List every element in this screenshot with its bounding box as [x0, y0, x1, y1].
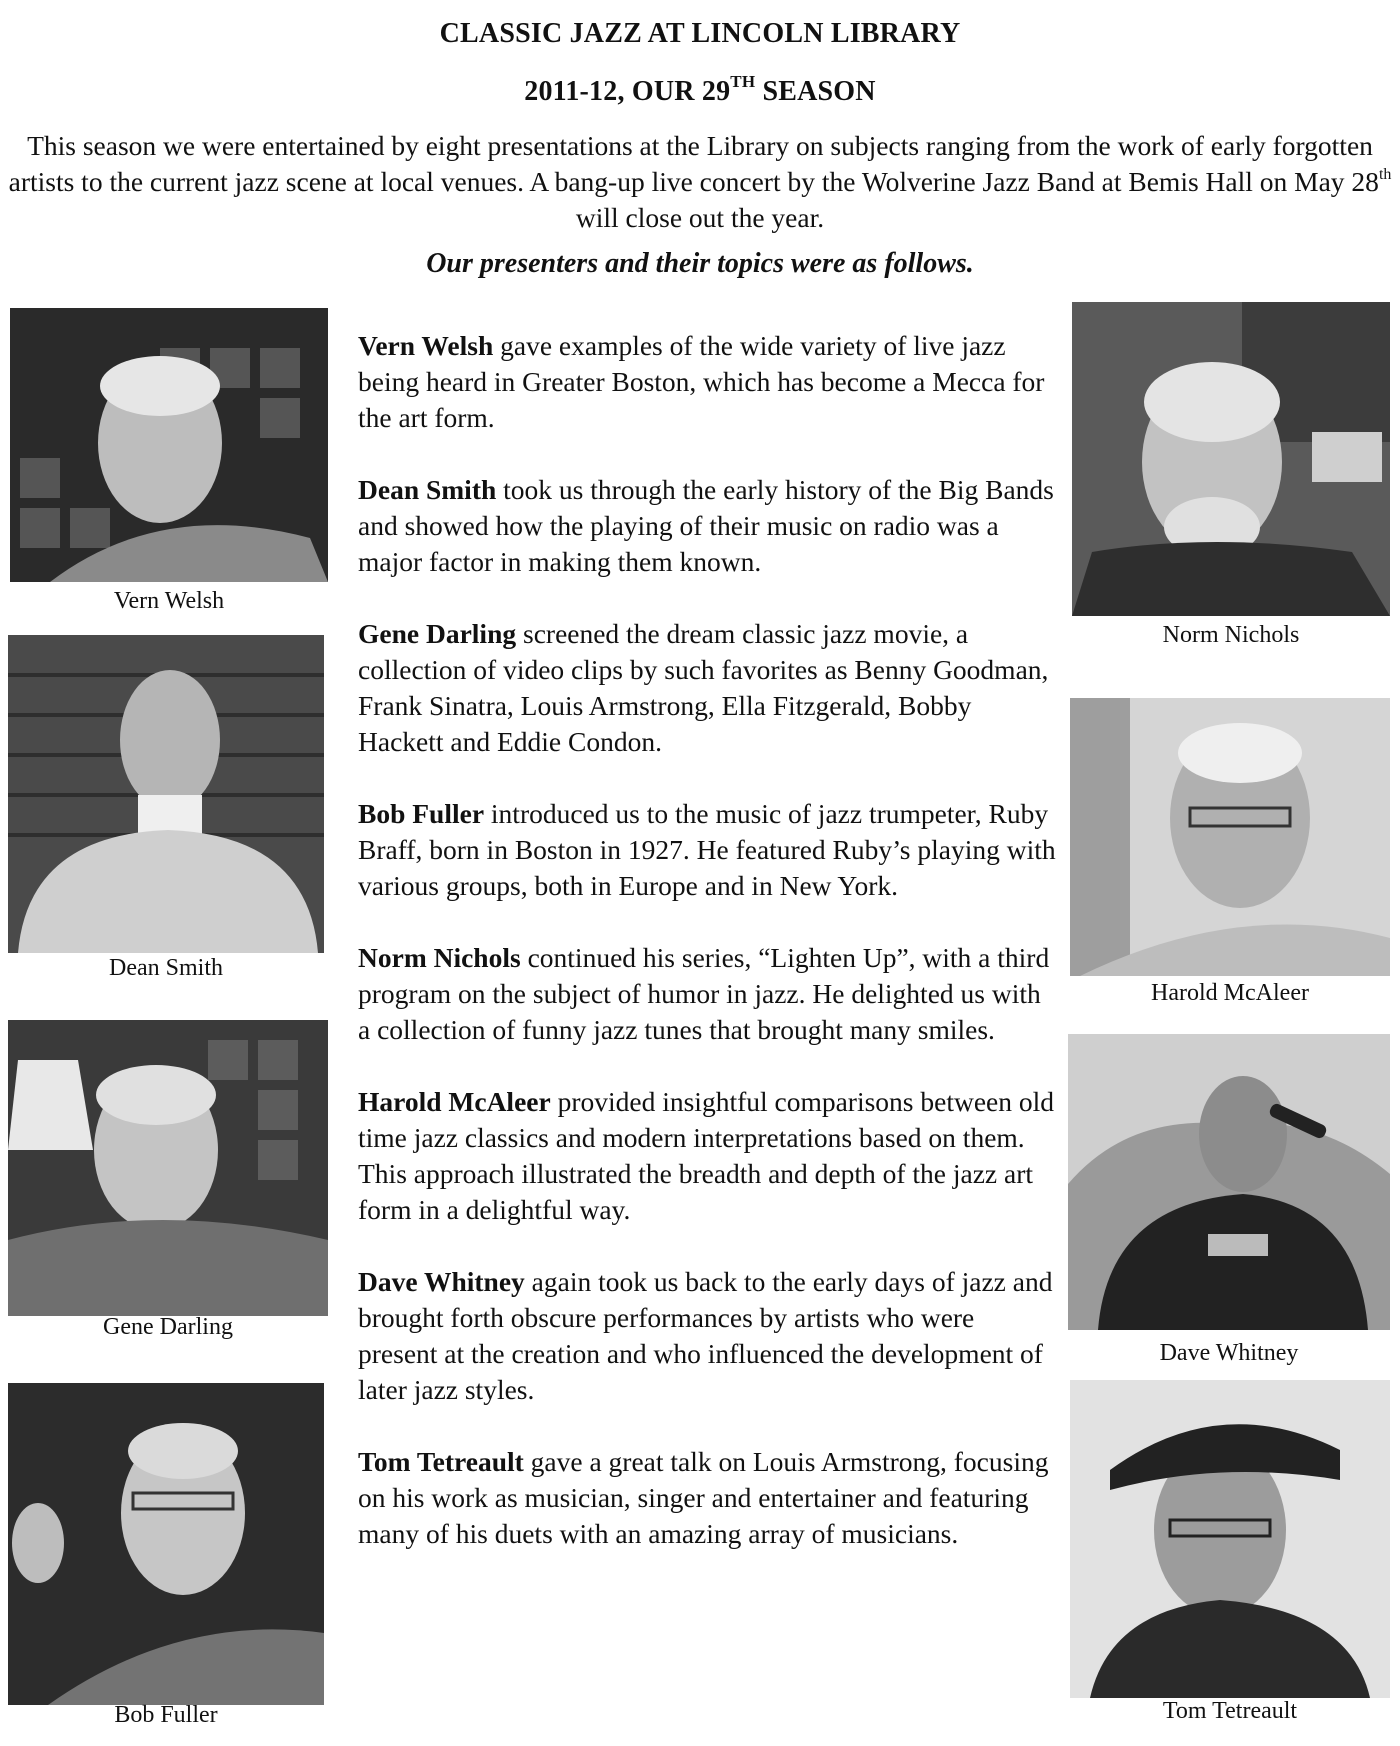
caption-vern-welsh: Vern Welsh: [113, 588, 225, 614]
portrait-image: [8, 1020, 328, 1316]
portrait-image: [10, 308, 328, 582]
bio-bob-fuller: [358, 796, 1058, 904]
page-title: CLASSIC JAZZ AT LINCOLN LIBRARY: [439, 18, 961, 49]
bio-name: Dave Whitney: [358, 1266, 525, 1297]
portrait-image: [1070, 698, 1390, 976]
photo-tom-tetreault: [1070, 1380, 1390, 1698]
bio-name: Vern Welsh: [358, 330, 494, 361]
season-prefix: 2011-12, OUR 29: [524, 76, 731, 107]
portrait-image: [8, 1383, 324, 1705]
caption-dave-whitney: Dave Whitney: [1159, 1340, 1299, 1366]
portrait-image: [1072, 302, 1390, 616]
bio-text: provided insightful comparisons between old time jazz classics and modern interpretations based on them. This approach illustrated the breadth and depth of the jazz art form in a delightful way.: [358, 1086, 1055, 1225]
bio-gene-darling: [358, 616, 1058, 760]
bio-dave-whitney: [358, 1264, 1058, 1408]
photo-gene-darling: [8, 1020, 328, 1316]
bio-name: Norm Nichols: [358, 942, 521, 973]
caption-gene-darling: Gene Darling: [103, 1314, 233, 1340]
bio-text: gave a great talk on Louis Armstrong, focusing on his work as musician, singer and entertainer and featuring many of his duets with an amazing array of musicians.: [358, 1446, 1049, 1549]
bio-text: again took us back to the early days of jazz and brought forth obscure performances by artists who were present at the creation and who influenced the development of later jazz styles.: [358, 1266, 1053, 1405]
season-title: [0, 72, 1400, 108]
bio-name: Harold McAleer: [358, 1086, 551, 1117]
bio-text: introduced us to the music of jazz trumpeter, Ruby Braff, born in Boston in 1927. He featured Ruby’s playing with various groups, both in Europe and in New York.: [358, 798, 1056, 901]
bio-text: screened the dream classic jazz movie, a collection of video clips by such favorites as Benny Goodman, Frank Sinatra, Louis Armstrong, Ella Fitzgerald, Bobby Hackett and Eddie Condon.: [358, 618, 1049, 757]
bio-text: continued his series, “Lighten Up”, with a third program on the subject of humor in jazz. He delighted us with a collection of funny jazz tunes that brought many smiles.: [358, 942, 1050, 1045]
intro-superscript: th: [1378, 166, 1392, 183]
intro-text-1: This season we were entertained by eight presentations at the Library on subjects ranging from the work of early forgotten artists to the current jazz scene at local venues. A bang-up live concert by the Wolverine Jazz Band at Bemis Hall on May 28: [8, 130, 1379, 197]
portrait-image: [8, 635, 324, 953]
portrait-image: [1068, 1034, 1390, 1330]
bio-name: Tom Tetreault: [358, 1446, 524, 1477]
portrait-image: [1070, 1380, 1390, 1698]
bio-name: Bob Fuller: [358, 798, 485, 829]
bio-text: gave examples of the wide variety of live jazz being heard in Greater Boston, which has become a Mecca for the art form.: [358, 330, 1045, 433]
presenter-bios: [358, 328, 1058, 1588]
bio-text: took us through the early history of the Big Bands and showed how the playing of their music on radio was a major factor in making them known.: [358, 474, 1054, 577]
intro-paragraph: [6, 128, 1394, 236]
photo-dave-whitney: [1068, 1034, 1390, 1330]
bio-vern-welsh: [358, 328, 1058, 436]
bio-harold-mcaleer: [358, 1084, 1058, 1228]
caption-tom-tetreault: Tom Tetreault: [1162, 1698, 1298, 1724]
caption-harold-mcaleer: Harold McAleer: [1151, 980, 1309, 1006]
photo-harold-mcaleer: [1070, 698, 1390, 976]
bio-tom-tetreault: [358, 1444, 1058, 1552]
presenters-subheading: Our presenters and their topics were as follows.: [426, 248, 974, 279]
caption-bob-fuller: Bob Fuller: [114, 1702, 218, 1728]
caption-norm-nichols: Norm Nichols: [1162, 622, 1300, 648]
bio-norm-nichols: [358, 940, 1058, 1048]
bio-dean-smith: [358, 472, 1058, 580]
season-superscript: TH: [730, 72, 756, 91]
intro-text-2: will close out the year.: [575, 202, 825, 233]
bio-name: Dean Smith: [358, 474, 497, 505]
bio-name: Gene Darling: [358, 618, 517, 649]
season-suffix: SEASON: [755, 76, 876, 107]
caption-dean-smith: Dean Smith: [109, 955, 223, 981]
photo-bob-fuller: [8, 1383, 324, 1705]
photo-vern-welsh: [10, 308, 328, 582]
photo-dean-smith: [8, 635, 324, 953]
photo-norm-nichols: [1072, 302, 1390, 616]
